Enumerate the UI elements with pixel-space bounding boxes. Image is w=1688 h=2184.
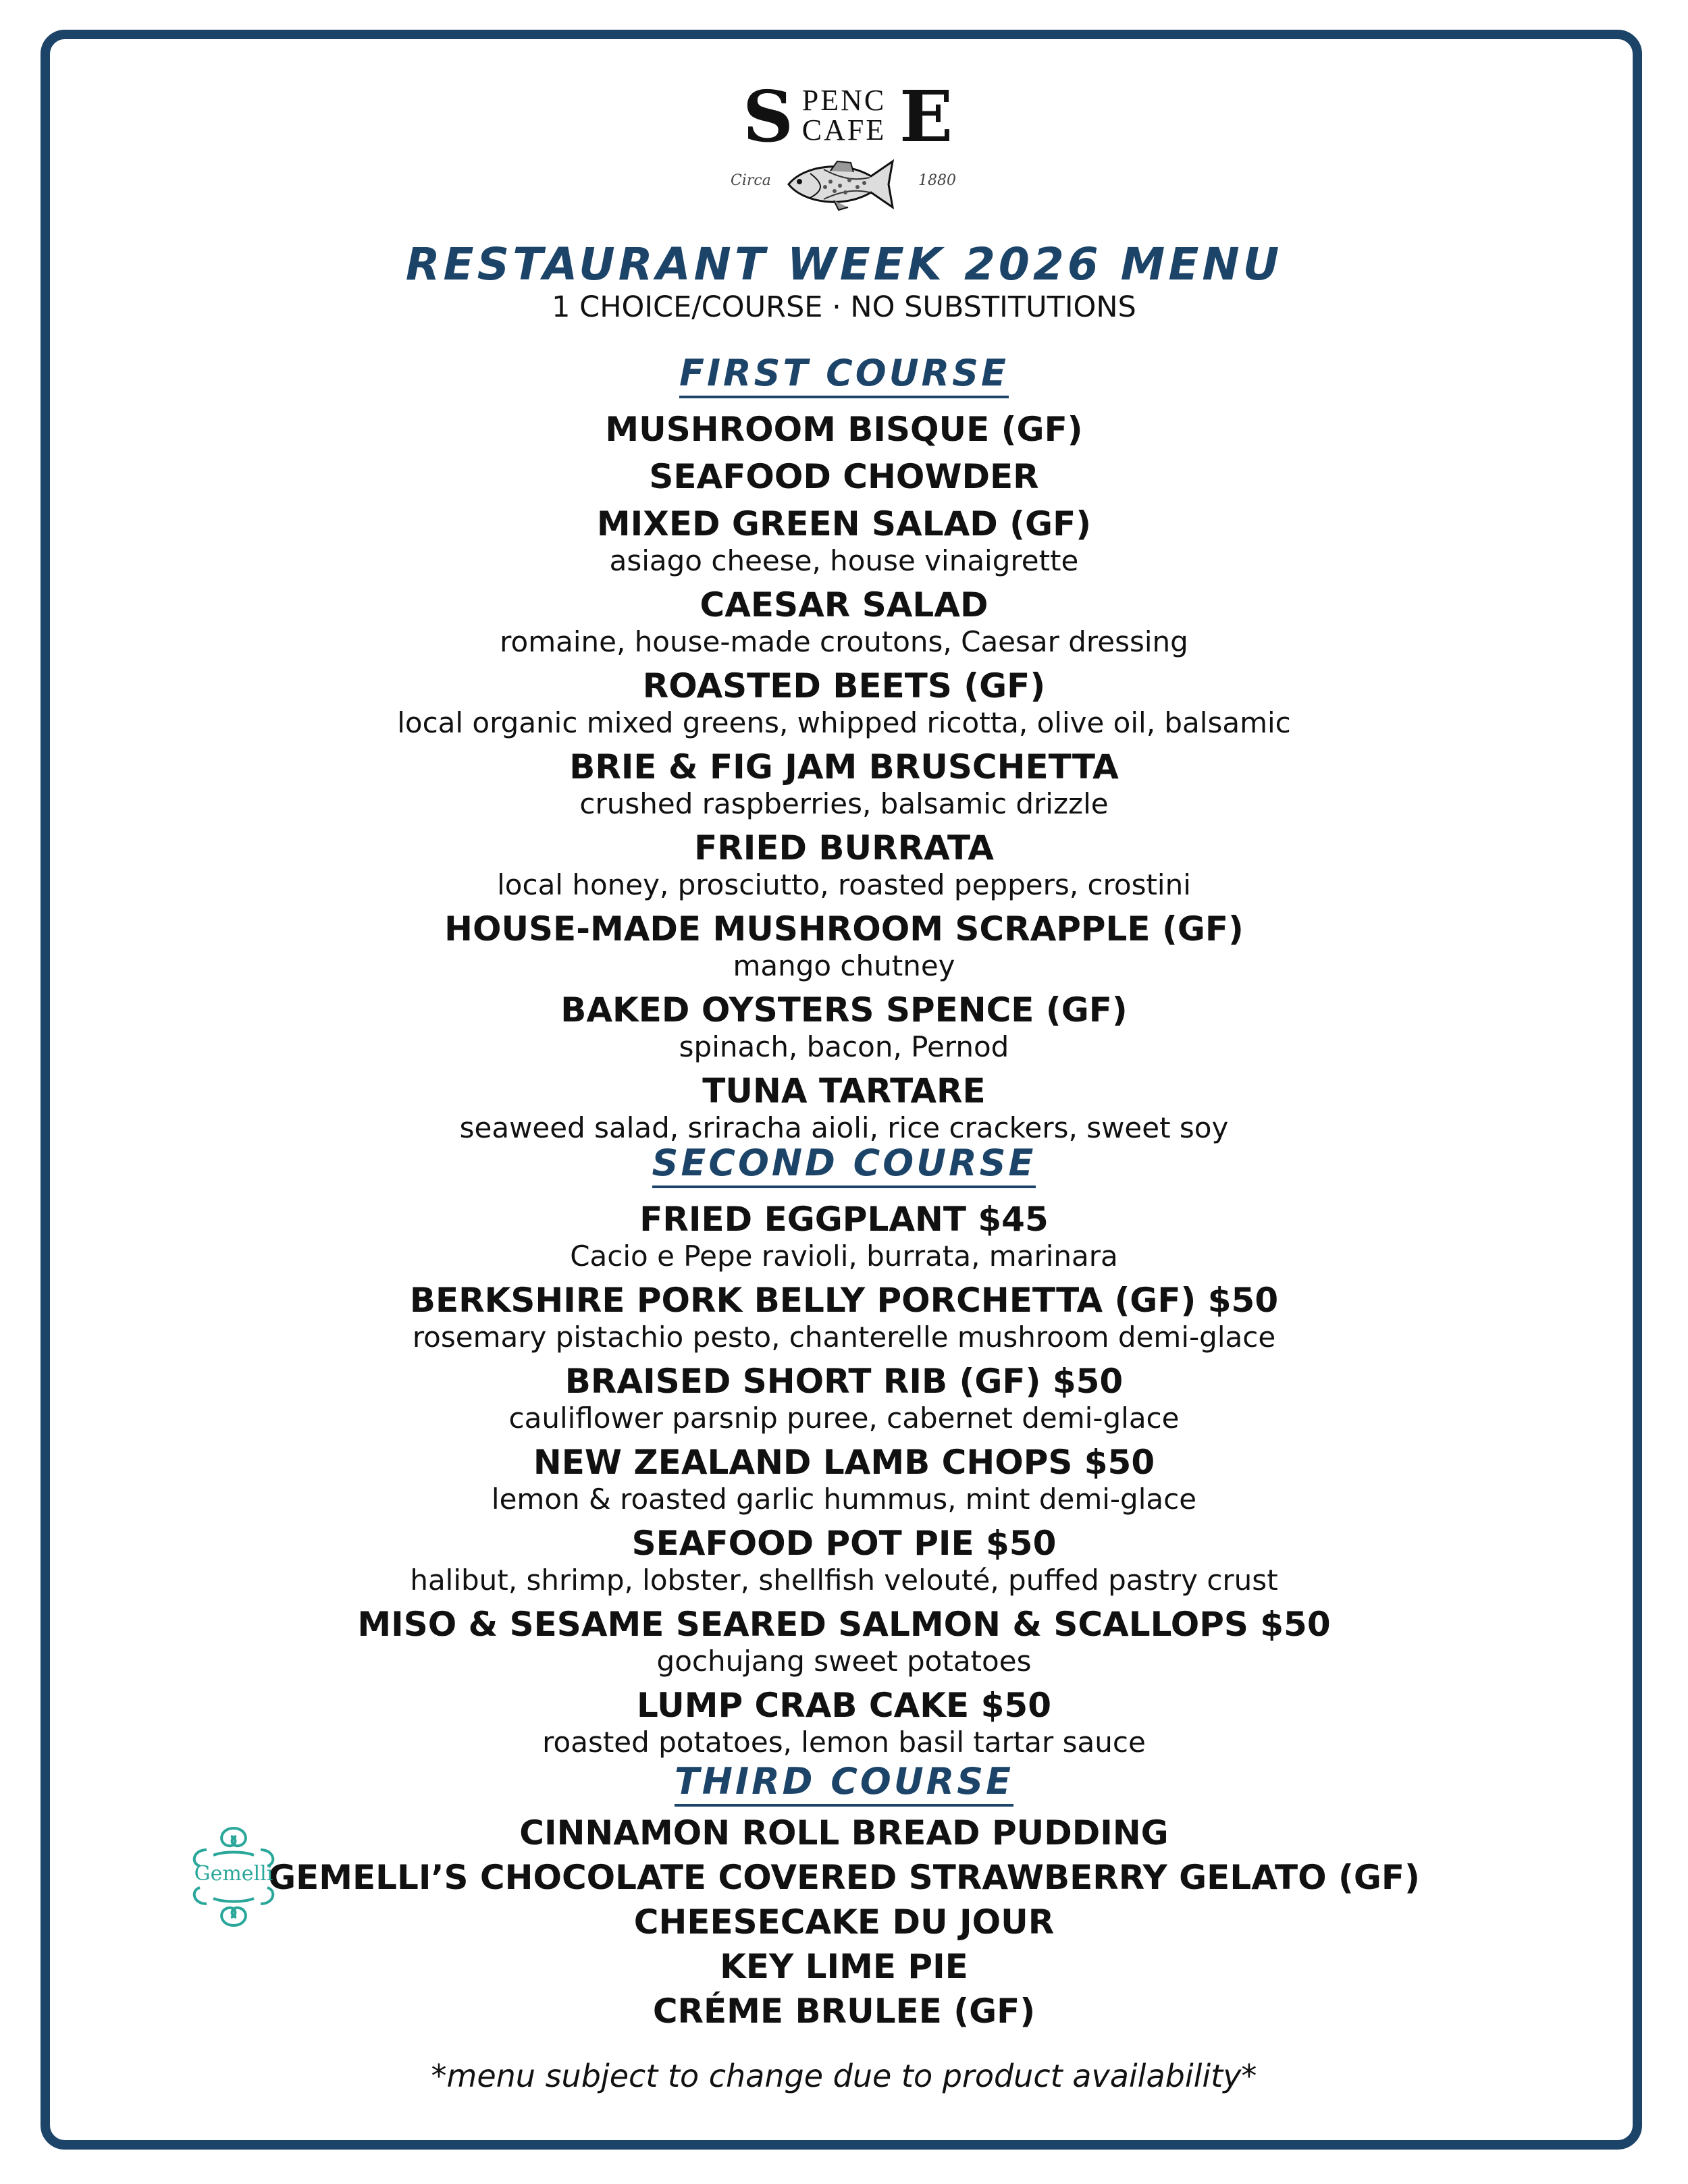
menu-item-description: local honey, prosciutto, roasted peppers, crostini bbox=[497, 868, 1191, 902]
dessert-item: CINNAMON ROLL BREAD PUDDING bbox=[519, 1813, 1169, 1853]
menu-item-description: halibut, shrimp, lobster, shellfish velouté, puffed pastry crust bbox=[410, 1564, 1278, 1597]
second-course-list bbox=[0, 1199, 1688, 1759]
logo-small-top: PENC bbox=[801, 84, 887, 117]
menu-item-name: MISO & SESAME SEARED SALMON & SCALLOPS $50 bbox=[357, 1605, 1331, 1645]
dessert-item: KEY LIME PIE bbox=[720, 1947, 968, 1987]
menu-item-name: ROASTED BEETS (GF) bbox=[642, 666, 1046, 706]
menu-item-description: mango chutney bbox=[733, 949, 955, 983]
menu-item-name: BRAISED SHORT RIB (GF) $50 bbox=[564, 1362, 1124, 1402]
menu-item-description: asiago cheese, house vinaigrette bbox=[609, 544, 1079, 578]
menu-item bbox=[0, 1442, 1688, 1516]
menu-item-name: MUSHROOM BISQUE (GF) bbox=[605, 410, 1083, 450]
menu-disclaimer: *menu subject to change due to product availability* bbox=[431, 2058, 1257, 2094]
menu-item-name: BERKSHIRE PORK BELLY PORCHETTA (GF) $50 bbox=[409, 1281, 1279, 1321]
menu-item bbox=[0, 409, 1688, 450]
menu-item bbox=[0, 1523, 1688, 1597]
menu-item-name: TUNA TARTARE bbox=[702, 1071, 986, 1111]
menu-item bbox=[0, 1685, 1688, 1759]
menu-item-name: SEAFOOD POT PIE $50 bbox=[631, 1524, 1057, 1564]
logo-year: 1880 bbox=[918, 172, 956, 189]
menu-item-description: lemon & roasted garlic hummus, mint demi-glace bbox=[491, 1483, 1197, 1516]
first-course-list bbox=[0, 409, 1688, 1145]
menu-title: RESTAURANT WEEK 2026 MENU bbox=[405, 238, 1283, 290]
menu-item bbox=[0, 1361, 1688, 1435]
menu-item-description: roasted potatoes, lemon basil tartar sauce bbox=[542, 1726, 1146, 1759]
menu-item bbox=[0, 1604, 1688, 1678]
menu-item bbox=[0, 828, 1688, 902]
menu-item-name: CAESAR SALAD bbox=[700, 585, 988, 625]
logo-big-e: E bbox=[899, 75, 953, 158]
dessert-item: GEMELLI’S CHOCOLATE COVERED STRAWBERRY GELATO (GF) bbox=[268, 1858, 1420, 1898]
menu-item-description: spinach, bacon, Pernod bbox=[679, 1030, 1009, 1064]
first-course-heading: FIRST COURSE bbox=[679, 352, 1009, 398]
menu-item-name: LUMP CRAB CAKE $50 bbox=[637, 1686, 1051, 1726]
menu-item bbox=[0, 456, 1688, 497]
dessert-item: CHEESECAKE DU JOUR bbox=[633, 1902, 1055, 1942]
menu-item-description: Cacio e Pepe ravioli, burrata, marinara bbox=[570, 1240, 1118, 1273]
menu-item-description: seaweed salad, sriracha aioli, rice crackers, sweet soy bbox=[459, 1111, 1229, 1145]
second-course-heading: SECOND COURSE bbox=[652, 1142, 1036, 1188]
menu-item-description: rosemary pistachio pesto, chanterelle mushroom demi-glace bbox=[412, 1321, 1276, 1354]
menu-item-name: FRIED EGGPLANT $45 bbox=[639, 1200, 1049, 1240]
gemelli-logo bbox=[186, 1823, 281, 1931]
spence-cafe-logo bbox=[722, 75, 966, 226]
second-course-section bbox=[0, 1142, 1688, 1759]
menu-item-name: BAKED OYSTERS SPENCE (GF) bbox=[560, 990, 1128, 1030]
menu-item bbox=[0, 1071, 1688, 1145]
menu-item bbox=[0, 747, 1688, 821]
menu-item bbox=[0, 585, 1688, 659]
menu-item-name: SEAFOOD CHOWDER bbox=[649, 457, 1039, 497]
menu-item bbox=[0, 666, 1688, 740]
menu-item bbox=[0, 990, 1688, 1064]
first-course-section bbox=[0, 352, 1688, 1145]
logo-small-bottom: CAFE bbox=[801, 113, 887, 147]
fish-icon bbox=[783, 153, 905, 215]
menu-item bbox=[0, 1280, 1688, 1354]
menu-item-description: crushed raspberries, balsamic drizzle bbox=[579, 787, 1109, 821]
menu-item bbox=[0, 1199, 1688, 1273]
menu-item-description: gochujang sweet potatoes bbox=[656, 1645, 1032, 1678]
gemelli-logo-text: Gemelli bbox=[194, 1862, 273, 1886]
menu-item-description: romaine, house-made croutons, Caesar dressing bbox=[500, 625, 1188, 659]
menu-item-name: MIXED GREEN SALAD (GF) bbox=[596, 504, 1092, 544]
menu-subtitle: 1 CHOICE/COURSE · NO SUBSTITUTIONS bbox=[552, 290, 1136, 324]
menu-item-name: NEW ZEALAND LAMB CHOPS $50 bbox=[533, 1443, 1155, 1483]
menu-item-name: BRIE & FIG JAM BRUSCHETTA bbox=[569, 747, 1119, 787]
menu-item-name: FRIED BURRATA bbox=[694, 828, 994, 868]
menu-item bbox=[0, 909, 1688, 983]
menu-item bbox=[0, 504, 1688, 578]
menu-item-name: HOUSE-MADE MUSHROOM SCRAPPLE (GF) bbox=[444, 909, 1244, 949]
menu-item-description: cauliflower parsnip puree, cabernet demi-glace bbox=[508, 1402, 1180, 1435]
logo-big-s: S bbox=[743, 75, 794, 158]
dessert-item: CRÉME BRULEE (GF) bbox=[652, 1992, 1036, 2031]
menu-item-description: local organic mixed greens, whipped ricotta, olive oil, balsamic bbox=[397, 706, 1291, 740]
third-course-heading: THIRD COURSE bbox=[675, 1761, 1013, 1807]
logo-circa: Circa bbox=[731, 172, 771, 189]
